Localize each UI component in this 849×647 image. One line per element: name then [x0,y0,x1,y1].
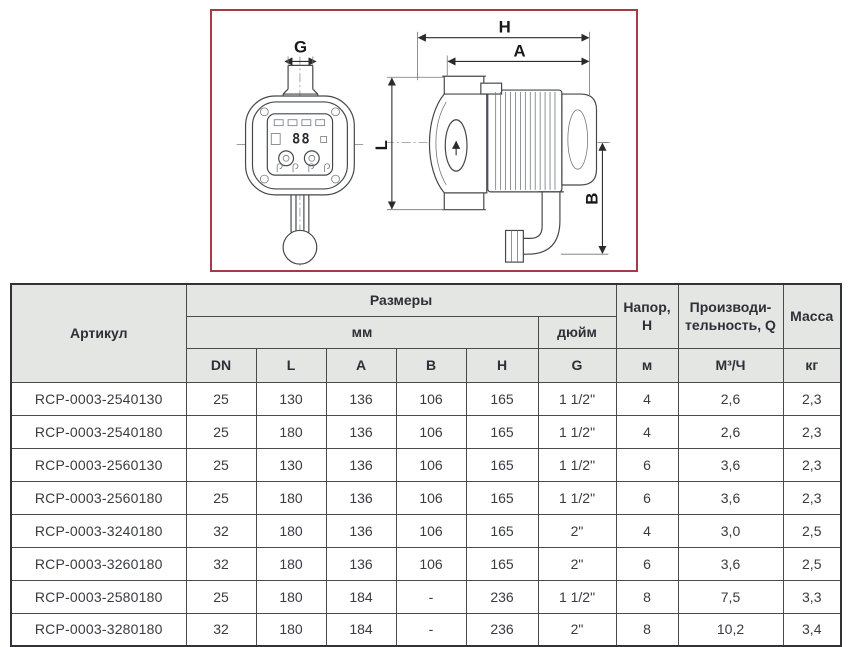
motor-body [488,90,562,192]
spec-cell: 165 [466,481,538,514]
spec-cell: 136 [326,514,396,547]
hex-fitting [506,230,524,262]
spec-cell: 180 [256,580,326,613]
spec-cell: 106 [396,547,466,580]
spec-cell: 8 [616,580,678,613]
g-label: G [294,37,308,57]
spec-cell: 2,3 [783,481,841,514]
spec-cell: 1 1/2" [538,448,616,481]
header-dimensions: Размеры [186,284,616,316]
spec-cell: 25 [186,382,256,415]
spec-cell: 4 [616,382,678,415]
spec-cell: 136 [326,415,396,448]
spec-cell: 2,3 [783,415,841,448]
spec-cell: 106 [396,514,466,547]
spec-cell: 165 [466,448,538,481]
spec-cell: 25 [186,415,256,448]
header-row-1 [11,284,841,316]
spec-cell: 3,3 [783,580,841,613]
spec-cell: 2,3 [783,382,841,415]
spec-cell: 180 [256,481,326,514]
table-row [11,481,841,514]
dimension-h [418,18,590,96]
l-label: L [371,140,391,151]
outlet-elbow [506,192,564,262]
inlet-flange [442,76,485,94]
spec-cell: 184 [326,580,396,613]
spec-cell: 1 1/2" [538,382,616,415]
spec-cell: 1 1/2" [538,415,616,448]
table-row [11,580,841,613]
spec-cell: 180 [256,415,326,448]
table-row [11,547,841,580]
spec-cell: 32 [186,613,256,646]
b-label: B [582,192,602,205]
spec-cell: 180 [256,514,326,547]
spec-cell: 165 [466,547,538,580]
col-g: G [538,348,616,382]
header-article: Артикул [11,284,186,382]
spec-cell: 165 [466,514,538,547]
article-cell: RCP-0003-2560130 [11,448,186,481]
spec-cell: 1 1/2" [538,580,616,613]
spec-cell: 2,6 [678,382,783,415]
spec-cell: 2,5 [783,547,841,580]
pump-side-view [429,76,596,262]
spec-cell: 25 [186,448,256,481]
spec-cell: 25 [186,580,256,613]
spec-cell: 25 [186,481,256,514]
article-cell: RCP-0003-2540130 [11,382,186,415]
sensor-bulb [283,230,317,264]
spec-cell: 136 [326,382,396,415]
spec-cell: 106 [396,382,466,415]
a-label: A [513,41,526,61]
article-cell: RCP-0003-3240180 [11,514,186,547]
end-cap [562,94,597,185]
col-b: B [396,348,466,382]
spec-cell: 32 [186,547,256,580]
spec-cell: - [396,613,466,646]
spec-cell: 236 [466,580,538,613]
spec-cell: 3,6 [678,448,783,481]
col-head-unit: м [616,348,678,382]
dimension-a [447,41,588,76]
col-mass-unit: кг [783,348,841,382]
spec-cell: 10,2 [678,613,783,646]
spec-cell: 3,6 [678,547,783,580]
spec-cell: 32 [186,514,256,547]
spec-cell: 6 [616,481,678,514]
header-inch: дюйм [538,316,616,348]
spec-cell: 4 [616,415,678,448]
spec-cell: 106 [396,481,466,514]
spec-cell: 236 [466,613,538,646]
article-cell: RCP-0003-3280180 [11,613,186,646]
spec-cell: 165 [466,382,538,415]
dimension-g [285,38,316,65]
table-row [11,415,841,448]
spec-cell: 1 1/2" [538,481,616,514]
spec-cell: 2,3 [783,448,841,481]
spec-cell: 6 [616,448,678,481]
table-row [11,613,841,646]
spec-cell: 6 [616,547,678,580]
terminal-box [481,83,502,94]
spec-cell: 184 [326,613,396,646]
spec-cell: 165 [466,415,538,448]
table-row [11,382,841,415]
article-cell: RCP-0003-2560180 [11,481,186,514]
col-dn: DN [186,348,256,382]
table-row [11,514,841,547]
col-capacity-unit: М³/Ч [678,348,783,382]
col-l: L [256,348,326,382]
top-port [283,65,318,96]
seven-segment-display: 88 [292,131,311,148]
spec-cell: 2,6 [678,415,783,448]
spec-cell: - [396,580,466,613]
spec-cell: 130 [256,382,326,415]
col-h: H [466,348,538,382]
spec-cell: 2" [538,514,616,547]
article-cell: RCP-0003-2540180 [11,415,186,448]
pump-diagram [212,11,636,270]
spec-cell: 7,5 [678,580,783,613]
spec-cell: 8 [616,613,678,646]
header-mm: мм [186,316,538,348]
spec-cell: 3,6 [678,481,783,514]
spec-table [10,283,842,647]
spec-cell: 3,0 [678,514,783,547]
spec-cell: 2" [538,613,616,646]
header-head: Напор, Н [616,284,678,348]
spec-cell: 2" [538,547,616,580]
spec-cell: 136 [326,481,396,514]
outlet-flange [442,193,485,210]
spec-cell: 4 [616,514,678,547]
header-capacity: Производи- тельность, Q [678,284,783,348]
pump-housing [429,94,486,193]
drawing-box [210,9,638,272]
article-cell: RCP-0003-3260180 [11,547,186,580]
spec-cell: 180 [256,613,326,646]
spec-cell: 130 [256,448,326,481]
spec-cell: 3,4 [783,613,841,646]
table-row [11,448,841,481]
header-mass: Масса [783,284,841,348]
article-cell: RCP-0003-2580180 [11,580,186,613]
spec-cell: 106 [396,448,466,481]
spec-cell: 2,5 [783,514,841,547]
spec-cell: 180 [256,547,326,580]
spec-cell: 106 [396,415,466,448]
h-label: H [498,17,511,37]
col-a: A [326,348,396,382]
spec-cell: 136 [326,547,396,580]
spec-cell: 136 [326,448,396,481]
